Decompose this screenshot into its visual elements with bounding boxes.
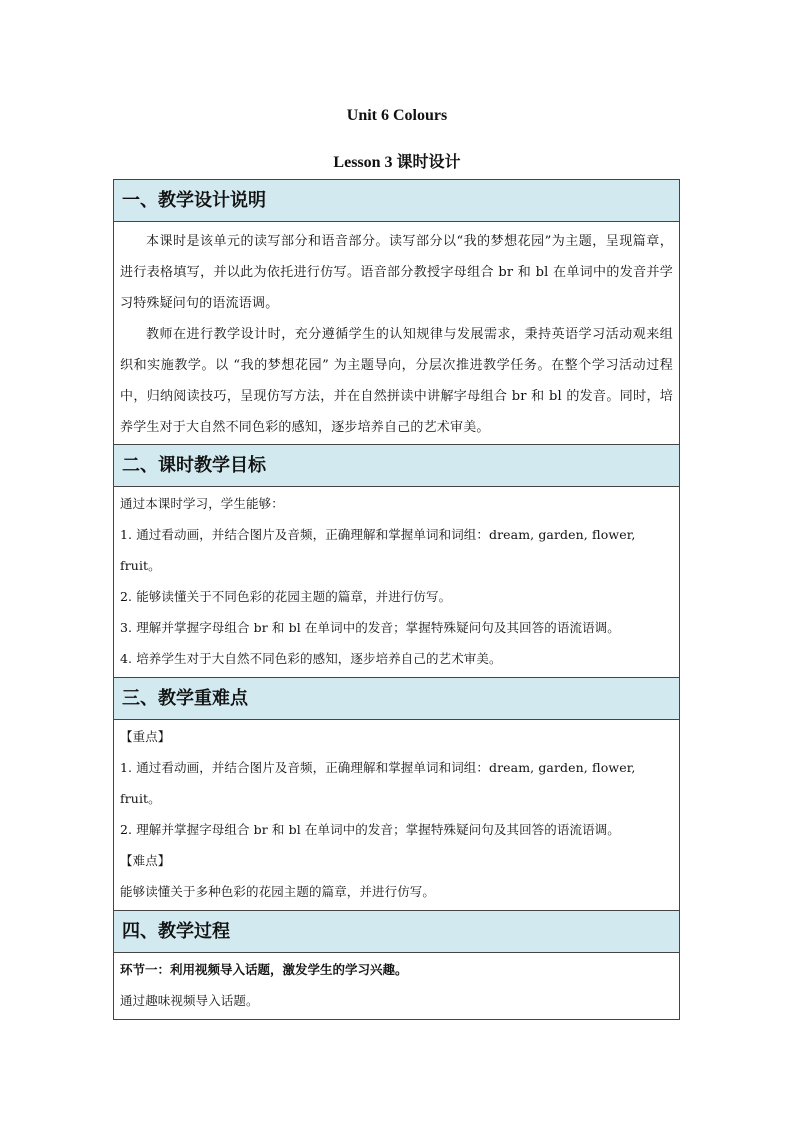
- section-heading-design-notes: 一、教学设计说明: [114, 180, 679, 222]
- difficult-points-label: 【难点】: [120, 853, 171, 868]
- list-item: 4. 培养学生对于大自然不同色彩的感知，逐步培养自己的艺术审美。: [120, 651, 502, 666]
- document-subtitle: Lesson 3 课时设计: [333, 154, 461, 171]
- paragraph: 教师在进行教学设计时，充分遵循学生的认知规律与发展需求，秉持英语学习活动观来组织和实施教学。以 “我的梦想花园” 为主题导向，分层次推进教学任务。在整个学习活动过程中，归纳阅读技巧，呈现仿写方法，并在自然拼读中讲解字母组合 br 和 bl 的发音。同时，培养学生对于大自然不同色彩的感知，逐步培养自己的艺术审美。: [120, 327, 673, 435]
- section-body-process: [114, 953, 679, 1019]
- section-heading-objectives: 二、课时教学目标: [114, 445, 679, 487]
- key-points-label: 【重点】: [120, 729, 171, 744]
- section-body-objectives: [114, 487, 679, 678]
- document-title: Unit 6 Colours: [346, 107, 448, 124]
- list-item: 2. 能够读懂关于不同色彩的花园主题的篇章，并进行仿写。: [120, 589, 452, 604]
- list-item: 1. 通过看动画，并结合图片及音频，正确理解和掌握单词和词组：dream, garden, flower, fruit。: [120, 527, 636, 573]
- objectives-intro: 通过本课时学习，学生能够：: [120, 496, 284, 511]
- lesson-plan-table: [113, 179, 680, 1020]
- section-heading-process: 四、教学过程: [114, 911, 679, 953]
- section-heading-key-points: 三、教学重难点: [114, 678, 679, 720]
- step-text: 通过趣味视频导入话题。: [120, 993, 259, 1008]
- section-body-design-notes: [114, 222, 679, 445]
- difficult-points-text: 能够读懂关于多种色彩的花园主题的篇章，并进行仿写。: [120, 884, 436, 899]
- list-item: 1. 通过看动画，并结合图片及音频，正确理解和掌握单词和词组：dream, garden, flower, fruit。: [120, 760, 636, 806]
- list-item: 2. 理解并掌握字母组合 br 和 bl 在单词中的发音；掌握特殊疑问句及其回答的语流语调。: [120, 822, 620, 837]
- paragraph: 本课时是该单元的读写部分和语音部分。读写部分以“我的梦想花园”为主题，呈现篇章，进行表格填写，并以此为依托进行仿写。语音部分教授字母组合 br 和 bl 在单词中的发音并学习特殊疑问句的语流语调。: [120, 234, 673, 311]
- step-title: 环节一：利用视频导入话题，激发学生的学习兴趣。: [120, 962, 408, 977]
- list-item: 3. 理解并掌握字母组合 br 和 bl 在单词中的发音；掌握特殊疑问句及其回答的语流语调。: [120, 620, 620, 635]
- section-body-key-points: [114, 720, 679, 911]
